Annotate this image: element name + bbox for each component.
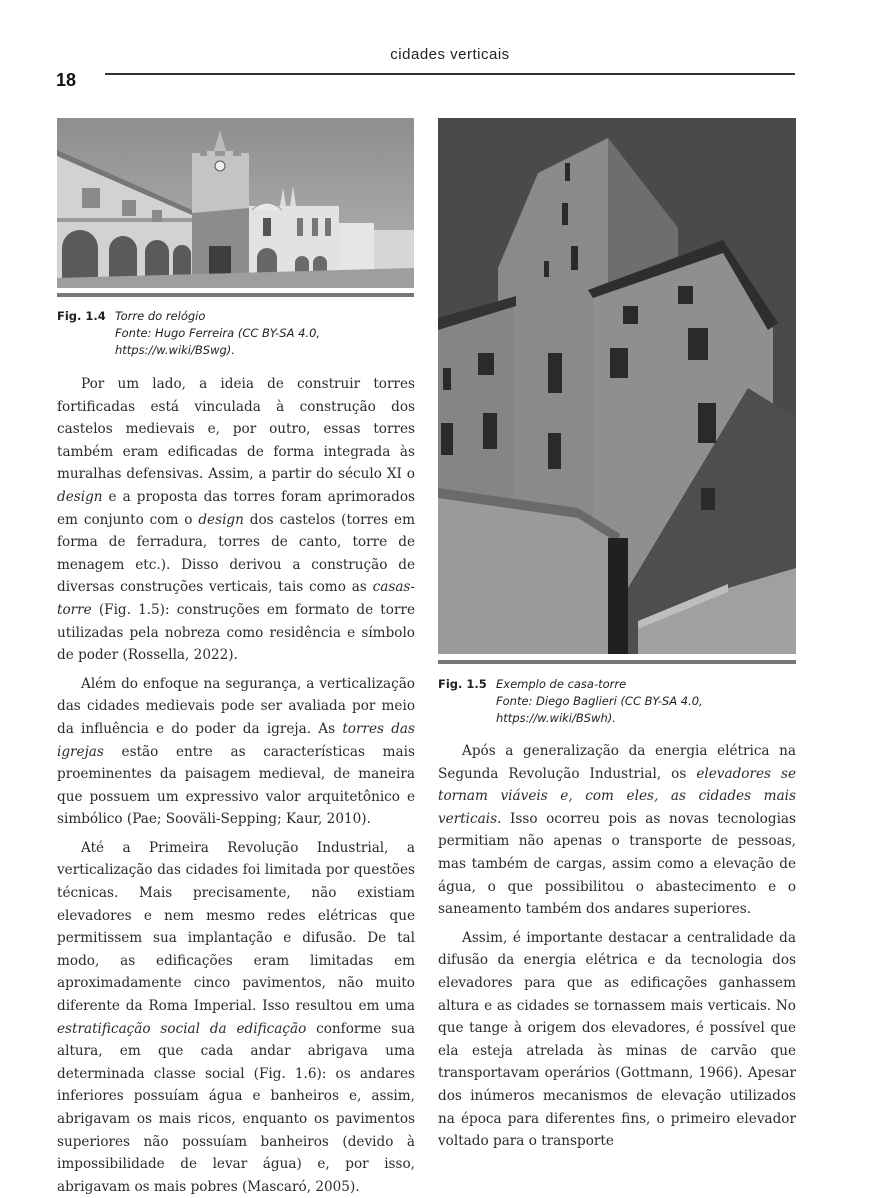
emphasis-text: casas-torre xyxy=(57,579,415,618)
text-run: estão entre as características mais proeminentes da paisagem medieval, de maneira que possuem um expressivo valor arquitetônico e simbólico (Pae; Sooväli-Sepping; Kaur, 2010). xyxy=(57,743,415,828)
figure-1-4-rule xyxy=(57,293,414,297)
figure-1-5-photo xyxy=(438,118,796,654)
tower-house-image xyxy=(438,118,796,654)
running-title: cidades verticais xyxy=(390,46,510,63)
paragraph xyxy=(438,740,796,921)
header-rule xyxy=(105,73,795,75)
figure-title: Torre do relógio xyxy=(115,309,206,323)
figure-source: Fonte: Hugo Ferreira (CC BY-SA 4.0, https://w.wiki/BSwg). xyxy=(115,326,321,357)
paragraph xyxy=(438,927,796,1153)
text-run: (Fig. 1.5): construções em formato de torre utilizadas pela nobreza como residência e símbolo de poder (Rossella, 2022). xyxy=(57,601,415,664)
figure-1-4-caption xyxy=(57,308,417,360)
figure-title: Exemplo de casa-torre xyxy=(496,677,627,691)
text-run: Assim, é importante destacar a centralidade da difusão da energia elétrica e da tecnologia dos elevadores para que as edificações ganhassem altura e as cidades se tornassem mais verticais. No que tange à origem dos elevadores, é possível que ela esteja atrelada às minas de carvão que transportavam operários (Gottmann, 1966). Apesar dos inúmeros mecanismos de elevação utilizados na época para diferentes fins, o primeiro elevador voltado para o transporte xyxy=(438,929,796,1150)
emphasis-text: design xyxy=(198,511,244,528)
figure-label: Fig. 1.5 xyxy=(438,677,487,691)
figure-1-5-caption xyxy=(438,676,798,728)
emphasis-text: elevadores se tornam viáveis e, com eles, as cidades mais verticais xyxy=(438,765,797,827)
figure-label: Fig. 1.4 xyxy=(57,309,106,323)
figure-1-5-rule xyxy=(438,660,796,664)
paragraph xyxy=(57,673,415,831)
paragraph xyxy=(57,837,415,1198)
text-run: dos castelos (torres em forma de ferradura, torres de canto, torre de menagem etc.). Disso derivou a construção de diversas construções verticais, tais como as xyxy=(57,511,415,596)
right-column-text xyxy=(438,740,796,1153)
text-run: Além do enfoque na segurança, a verticalização das cidades medievais pode ser avaliada por meio da influência e do poder da igreja. As xyxy=(57,675,415,737)
emphasis-text: design xyxy=(57,488,103,505)
emphasis-text: estratificação social da edificação xyxy=(57,1020,307,1037)
paragraph xyxy=(57,373,415,667)
text-run: conforme sua altura, em que cada andar abrigava uma determinada classe social (Fig. 1.6): os andares inferiores possuíam água e banheiros e, assim, abrigavam os mais ricos, enquanto os pavimentos superiores não possuíam banheiros (devido à impossibilidade de levar água) e, por isso, abrigavam os mais pobres (Mascaró, 2005). xyxy=(57,1020,415,1195)
figure-1-4-photo xyxy=(57,118,414,288)
emphasis-text: torres das igrejas xyxy=(57,720,415,760)
text-run: . Isso ocorreu pois as novas tecnologias permitiam não apenas o transporte de pessoas, mas também de cargas, assim como a elevação de água, o que possibilitou o abastecimento e o saneamento também dos andares superiores. xyxy=(438,810,796,918)
text-run: e a proposta das torres foram aprimorados em conjunto com o xyxy=(57,488,415,528)
text-run: Até a Primeira Revolução Industrial, a verticalização das cidades foi limitada por questões técnicas. Mais precisamente, não existiam elevadores e nem mesmo redes elétricas que permitissem sua implantação e difusão. De tal modo, as edificações eram limitadas em aproximadamente cinco pavimentos, não muito diferente da Roma Imperial. Isso resultou em uma xyxy=(57,839,415,1015)
text-run: Por um lado, a ideia de construir torres fortificadas está vinculada à construção dos castelos medievais e, por outro, essas torres também eram edificadas de forma integrada às muralhas defensivas. Assim, a partir do século XI o xyxy=(57,376,415,483)
left-column-text xyxy=(57,373,415,1198)
text-run: Após a generalização da energia elétrica na Segunda Revolução Industrial, os xyxy=(438,743,796,782)
clock-tower-plaza-image xyxy=(57,118,414,288)
page-number: 18 xyxy=(56,70,77,90)
figure-source: Fonte: Diego Baglieri (CC BY-SA 4.0, https://w.wiki/BSwh). xyxy=(496,694,703,725)
